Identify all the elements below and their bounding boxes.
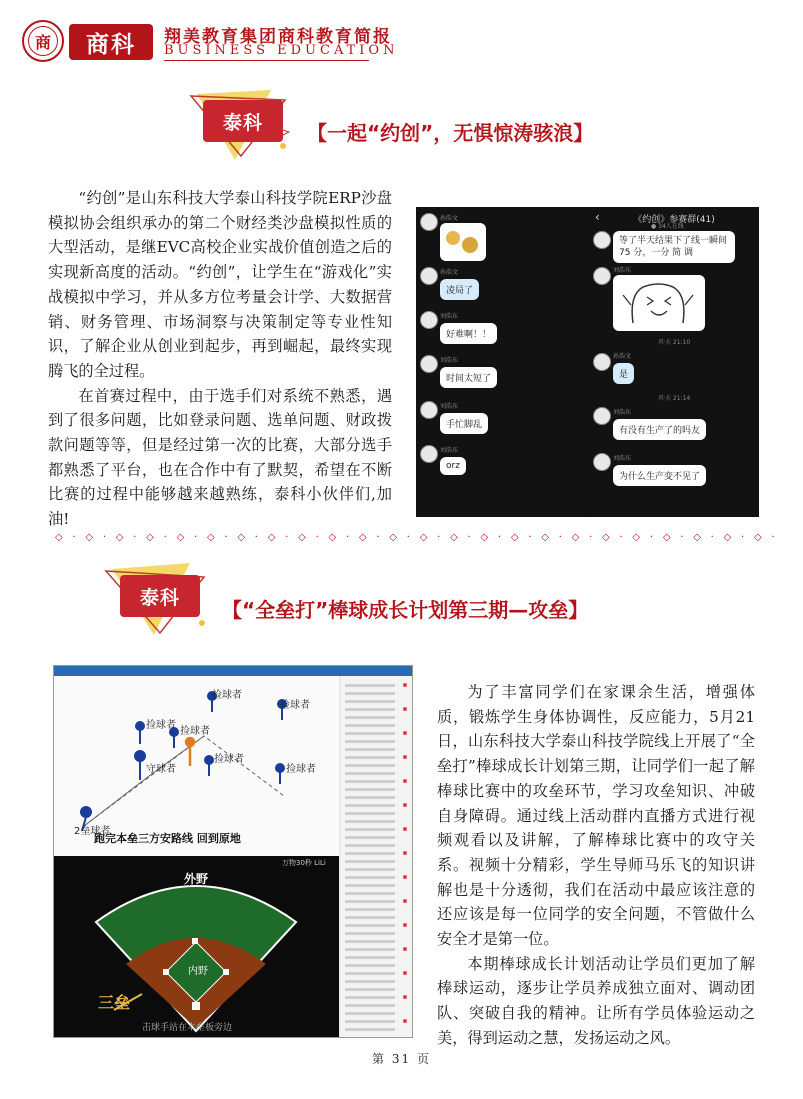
status-dot-icon — [403, 803, 407, 807]
field-label: 捡球者 — [214, 754, 244, 765]
field-label: 捡球者 — [180, 726, 210, 737]
section1-body — [48, 186, 392, 532]
chat-bubble: 好难啊！！ — [440, 323, 497, 344]
divider-dot: · — [741, 532, 745, 543]
header-rule — [164, 60, 369, 61]
sidebar-list-row — [345, 948, 395, 951]
sidebar-list-row — [345, 692, 395, 695]
divider-dot: · — [285, 532, 289, 543]
baseball-video-screenshot — [53, 665, 413, 1038]
avatar — [593, 407, 611, 425]
sidebar-list-row — [345, 1028, 395, 1031]
chat-bubble: 等了半天结果下了线一瞬间 75 分，一分 简 调 — [613, 231, 735, 263]
divider-diamond-icon: ◇ — [450, 532, 458, 543]
chat-bubble: 有没有生产了的吗友 — [613, 419, 706, 440]
chat-sidebar — [341, 676, 413, 1038]
sidebar-list-row — [345, 988, 395, 991]
divider-dot: · — [497, 532, 502, 543]
page-number: 第 31 页 — [372, 1052, 431, 1066]
divider-dot: · — [558, 532, 562, 543]
divider-dot: · — [345, 532, 350, 543]
sidebar-list-row — [345, 892, 395, 895]
avatar — [593, 453, 611, 471]
divider-diamond-icon: ◇ — [389, 532, 397, 543]
sidebar-list-row — [345, 772, 395, 775]
message-sender: 刘浩东 — [440, 357, 459, 364]
divider-diamond-icon: ◇ — [298, 532, 306, 543]
avatar — [593, 353, 611, 371]
avatar — [593, 267, 611, 285]
field-label: 捡球者 — [286, 764, 316, 775]
sidebar-list-row — [345, 708, 395, 711]
timestamp: 昨天 21:14 — [659, 395, 691, 402]
message-sender: 刘浩东 — [440, 447, 459, 454]
sidebar-list-row — [345, 972, 395, 975]
sidebar-list-row — [345, 980, 395, 983]
status-dot-icon — [403, 947, 407, 951]
divider-diamond-icon: ◇ — [602, 532, 610, 543]
viewer-counter: 万物30秒 LiLi — [282, 859, 326, 867]
chat-bubble: 凌局了 — [440, 279, 479, 300]
chat-bubble: 时间太短了 — [440, 367, 497, 388]
section1-tag — [203, 100, 283, 142]
divider-diamond-icon: ◇ — [693, 532, 701, 543]
back-arrow-icon[interactable]: ‹ — [595, 210, 600, 224]
chat-bubble: orz — [440, 457, 466, 475]
divider-dot: · — [680, 532, 684, 543]
divider-dot: · — [254, 532, 258, 543]
sidebar-list-row — [345, 796, 395, 799]
chat-right-pane — [589, 207, 759, 517]
avatar — [420, 267, 438, 285]
sidebar-list-row — [345, 908, 395, 911]
section2-title: 【“全垒打”棒球成长计划第三期—攻垒】 — [222, 598, 589, 622]
sidebar-list-row — [345, 748, 395, 751]
divider-diamond-icon: ◇ — [328, 532, 337, 543]
message-sender: 孙浩文 — [440, 215, 459, 222]
divider-diamond-icon: ◇ — [541, 532, 549, 543]
avatar — [420, 401, 438, 419]
coin-emoji-sticker — [440, 223, 486, 261]
sidebar-list-row — [345, 916, 395, 919]
sidebar-list-row — [345, 836, 395, 839]
chat-screenshot — [416, 207, 759, 517]
outfield-label: 外野 — [184, 872, 209, 886]
sidebar-list-row — [345, 868, 395, 871]
divider-dot: · — [163, 532, 167, 543]
sidebar-list-row — [345, 764, 395, 767]
divider-diamond-icon: ◇ — [723, 532, 732, 543]
section1-paragraph-1: “约创”是山东科技大学泰山科技学院ERP沙盘模拟协会组织承办的第二个财经类沙盘模拟性质的大型活动，是继EVC高校企业实战价值创造之后的实现新高度的活动。“约创”，让学生在“游戏化”实战模拟中学习，并从多方位考量会计学、大数据营销、财务管理、市场洞察与决策制定等专业性知识，了解企业从创业到起步，再到崛起，最终实现腾飞的全过程。 — [48, 189, 392, 380]
sidebar-list-row — [345, 740, 395, 743]
sidebar-list-row — [345, 716, 395, 719]
status-dot-icon — [403, 923, 407, 927]
status-dot-icon — [403, 1019, 407, 1023]
divider-diamond-icon: ◇ — [632, 532, 641, 543]
field-label: 2垒球者 — [74, 826, 111, 837]
avatar — [420, 355, 438, 373]
message-sender: 刘浩东 — [440, 313, 459, 320]
avatar — [420, 445, 438, 463]
section1-paragraph-2: 在首赛过程中，由于选手们对系统不熟悉，遇到了很多问题，比如登录问题、选单问题、财政拨款问题等等，但是经过第一次的比赛，大部分选手都熟悉了平台，也在合作中有了默契，希望在不断比赛的过程中能够越来越熟练，泰科小伙伴们,加油! — [48, 386, 392, 529]
newsletter-title: 翔美教育集团商科教育简报 — [164, 27, 392, 47]
divider-diamond-icon: ◇ — [571, 532, 580, 543]
field-video — [54, 856, 339, 1038]
sidebar-list-row — [345, 756, 395, 759]
message-sender: 刘浩东 — [613, 409, 632, 416]
divider-dot: · — [224, 532, 228, 543]
sidebar-list-row — [345, 700, 395, 703]
divider-diamond-icon: ◇ — [237, 532, 246, 543]
section1-tag-label: 泰科 — [222, 111, 263, 134]
divider-dot: · — [528, 532, 532, 543]
avatar — [593, 231, 611, 249]
sidebar-list-row — [345, 828, 395, 831]
shangke-badge: 商科 — [69, 24, 153, 60]
divider-diamond-icon: ◇ — [662, 532, 671, 543]
divider-diamond-icon: ◇ — [753, 532, 762, 543]
status-dot-icon — [403, 731, 407, 735]
diagram-caption: 跑完本垒三方安路线 回到原地 — [94, 832, 241, 845]
status-dot-icon — [403, 995, 407, 999]
status-dot-icon — [403, 899, 407, 903]
infield-label: 内野 — [188, 966, 208, 977]
divider-dot: · — [467, 532, 471, 543]
divider-dot: · — [315, 532, 319, 543]
field-label: 守球者 — [146, 764, 176, 775]
third-base-label: 三垒 — [98, 993, 131, 1012]
divider-dot: · — [771, 532, 775, 543]
sidebar-list-row — [345, 852, 395, 855]
sidebar-list-row — [345, 724, 395, 727]
divider-diamond-icon: ◇ — [146, 532, 154, 543]
sidebar-list-row — [345, 876, 395, 879]
sidebar-list-row — [345, 684, 395, 687]
status-dot-icon — [403, 827, 407, 831]
status-dot-icon — [403, 851, 407, 855]
chat-bubble: 为什么生产变不见了 — [613, 465, 706, 486]
divider-dot: · — [437, 532, 441, 543]
divider-dot: · — [133, 532, 137, 543]
divider-diamond-icon: ◇ — [267, 532, 276, 543]
divider-dot: · — [102, 532, 107, 543]
sidebar-list-row — [345, 884, 395, 887]
status-dot-icon — [403, 683, 407, 687]
divider-diamond-icon: ◇ — [480, 532, 489, 543]
divider-diamond-icon: ◇ — [176, 532, 185, 543]
chat-left-pane — [416, 207, 586, 517]
sidebar-list-row — [345, 1012, 395, 1015]
newsletter-subtitle: BUSINESS EDUCATION — [164, 43, 399, 58]
status-dot-icon — [403, 779, 407, 783]
section2-tag-label: 泰科 — [139, 586, 180, 609]
divider-dot: · — [710, 532, 714, 543]
video-window-titlebar — [54, 666, 413, 676]
sidebar-list-row — [345, 924, 395, 927]
divider-dot: · — [194, 532, 198, 543]
divider-dot: · — [376, 532, 380, 543]
sidebar-list-row — [345, 780, 395, 783]
timestamp: 昨天 21:10 — [659, 339, 691, 346]
divider-dot: · — [72, 532, 76, 543]
divider-dot: · — [406, 532, 410, 543]
sidebar-list-row — [345, 1020, 395, 1023]
chat-bubble: 是 — [613, 363, 634, 384]
sidebar-list-row — [345, 1004, 395, 1007]
sidebar-list-row — [345, 860, 395, 863]
avatar — [420, 213, 438, 231]
divider-diamond-icon: ◇ — [115, 532, 124, 543]
school-logo: 商 — [22, 20, 64, 62]
doodle-face-sticker — [613, 275, 705, 331]
sidebar-list-row — [345, 956, 395, 959]
status-dot-icon — [403, 875, 407, 879]
sidebar-list-row — [345, 820, 395, 823]
sidebar-list-row — [345, 940, 395, 943]
field-label: 捡球者 — [146, 720, 176, 731]
sidebar-list-row — [345, 788, 395, 791]
sidebar-list-row — [345, 812, 395, 815]
divider-diamond-icon: ◇ — [419, 532, 428, 543]
message-sender: 孙浩文 — [613, 353, 632, 360]
sidebar-list-row — [345, 996, 395, 999]
divider-diamond-icon: ◇ — [55, 532, 63, 543]
section2-paragraph-2: 本期棒球成长计划活动让学员们更加了解棒球运动，逐步让学员养成独立面对、调动团队、突破自我的精神。让所有学员体验运动之美，得到运动之慧，发扬运动之风。 — [437, 954, 755, 1047]
sidebar-list-row — [345, 804, 395, 807]
chat-bubble: 手忙脚乱 — [440, 413, 488, 434]
dotted-divider — [55, 530, 775, 546]
section2-tag — [120, 575, 200, 617]
divider-dot: · — [619, 532, 623, 543]
section2-body — [437, 680, 755, 1051]
video-caption: 击球手站在本垒板旁边 — [142, 1023, 233, 1033]
avatar — [420, 311, 438, 329]
message-sender: 刘浩东 — [613, 455, 632, 462]
message-sender: 刘浩东 — [440, 403, 459, 410]
message-sender: 刘浩东 — [613, 267, 632, 274]
divider-dot: · — [649, 532, 654, 543]
chat-group-header: ‹ 《约创》参赛群(41) — [595, 210, 715, 225]
sidebar-list-row — [345, 732, 395, 735]
sidebar-list-row — [345, 900, 395, 903]
doodle-face-icon — [613, 275, 705, 331]
sidebar-list-row — [345, 932, 395, 935]
divider-diamond-icon: ◇ — [358, 532, 367, 543]
field-label: 捡球者 — [212, 690, 242, 701]
sidebar-list-row — [345, 844, 395, 847]
divider-dot: · — [589, 532, 593, 543]
sidebar-list-row — [345, 964, 395, 967]
divider-diamond-icon: ◇ — [510, 532, 519, 543]
field-label: 捡球者 — [280, 700, 310, 711]
divider-diamond-icon: ◇ — [85, 532, 94, 543]
status-dot-icon — [403, 971, 407, 975]
section2-paragraph-1: 为了丰富同学们在家课余生活，增强体质，锻炼学生身体协调性，反应能力，5月21日，山东科技大学泰山科技学院线上开展了“全垒打”棒球成长计划第三期，让同学们一起了解棒球比赛中的攻垒环节，学习攻垒知识、冲破自身障碍。通过线上活动群内直播方式进行视频观看以及讲解，了解棒球比赛中的攻守关系。视频十分精彩，学生导师马乐飞的知识讲解也是十分透彻，我们在活动中最应该注意的还应该是每一位同学的安全问题，不管做什么安全才是第一位。 — [437, 683, 755, 949]
status-dot-icon — [403, 755, 407, 759]
message-sender: 孙浩文 — [440, 269, 459, 276]
section1-title: 【一起“约创”，无惧惊涛骇浪】 — [307, 121, 594, 145]
online-count: ● 34人在线 — [651, 223, 684, 230]
divider-diamond-icon: ◇ — [206, 532, 215, 543]
status-dot-icon — [403, 707, 407, 711]
